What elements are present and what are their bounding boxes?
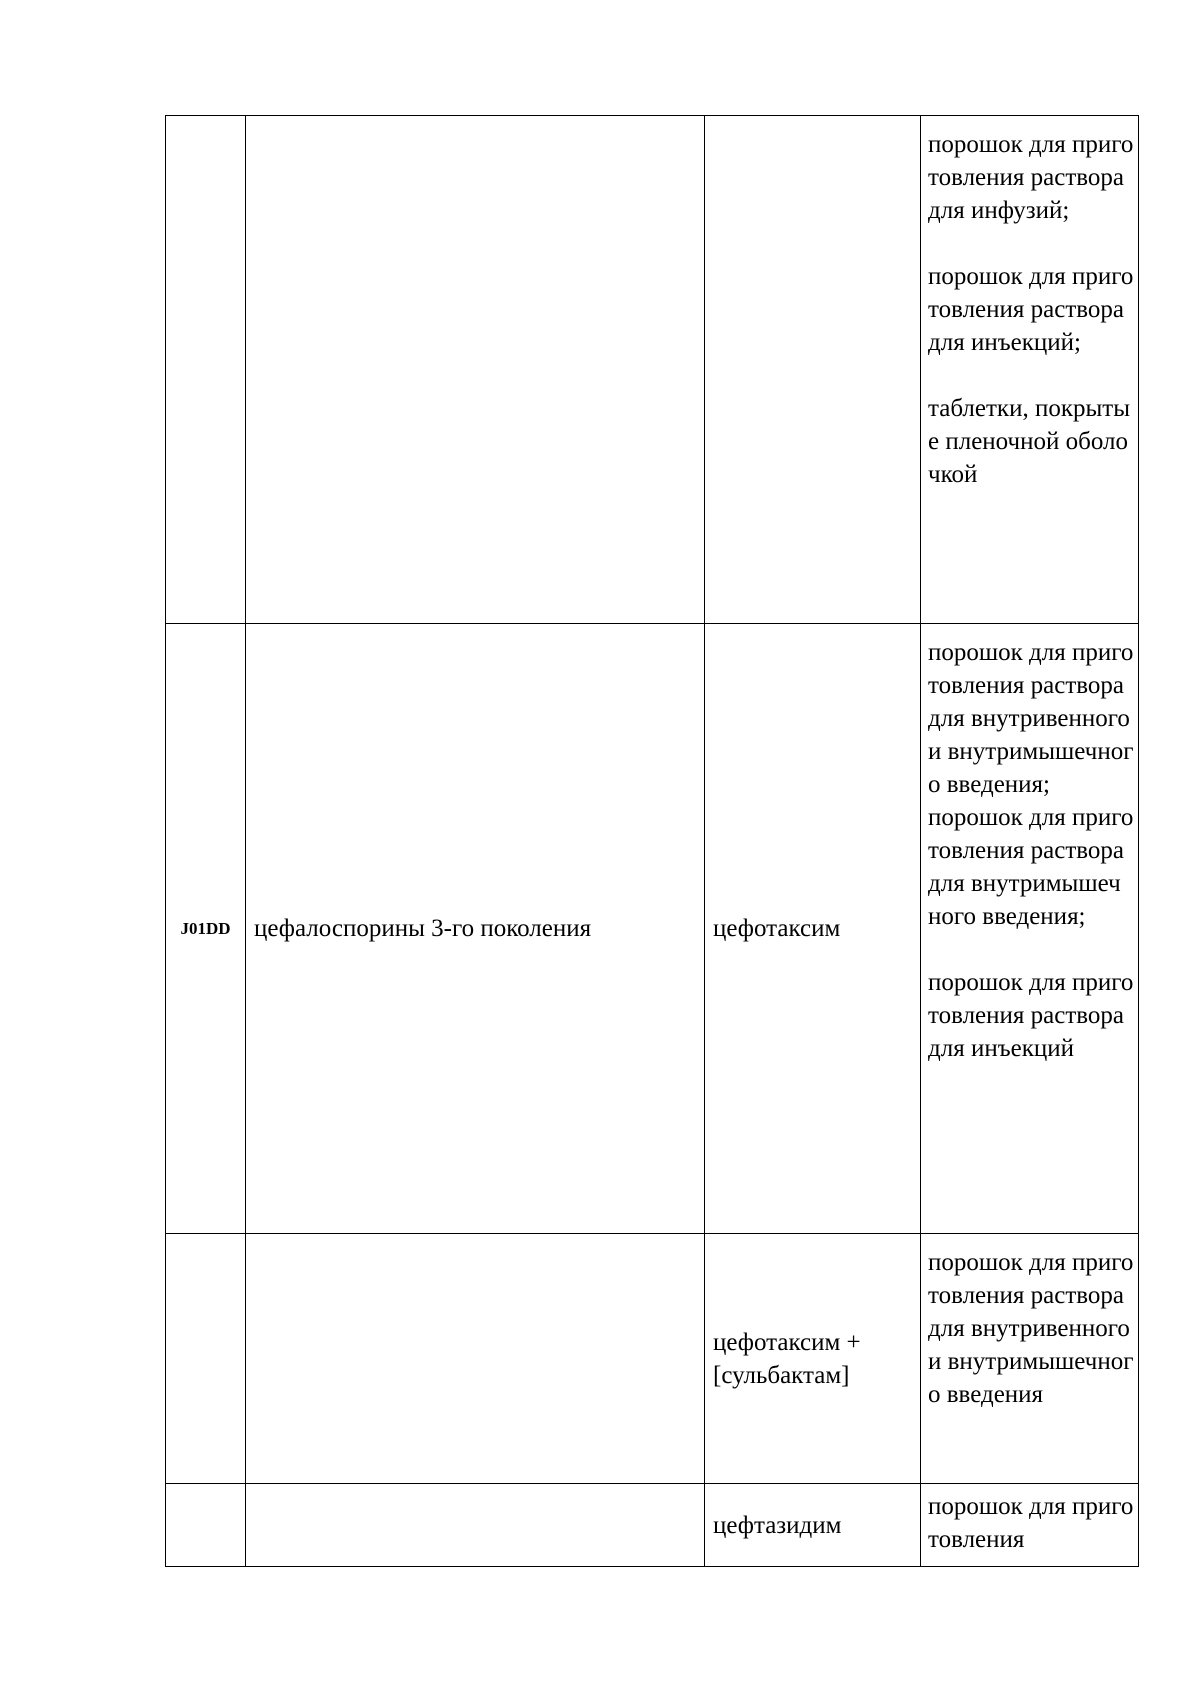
dosage-forms-cell <box>921 1234 1139 1484</box>
dosage-form-item: порошок для приготовления раствора для внутримышечного введения; <box>928 804 1134 930</box>
table-row <box>166 624 1139 1234</box>
dosage-form-item: порошок для приготовления раствора для инъекций; <box>928 263 1134 356</box>
table-row <box>166 1234 1139 1484</box>
table-row <box>166 1484 1139 1567</box>
drug-table <box>165 115 1139 1567</box>
pharm-group-cell <box>246 1234 705 1484</box>
dosage-form-item: порошок для приготовления <box>928 1493 1134 1553</box>
dosage-forms-cell <box>921 624 1139 1234</box>
atc-code-cell: J01DD <box>166 624 246 1234</box>
dosage-form-item: порошок для приготовления раствора для инъекций <box>928 969 1134 1062</box>
dosage-form-item: таблетки, покрытые пленочной оболочкой <box>928 395 1130 488</box>
table-row <box>166 116 1139 624</box>
drug-name-cell: цефтазидим <box>705 1484 921 1567</box>
pharm-group-cell <box>246 116 705 624</box>
dosage-forms-cell <box>921 116 1139 624</box>
drug-name-cell: цефотаксим + [сульбактам] <box>705 1234 921 1484</box>
dosage-form-item: порошок для приготовления раствора для внутривенного и внутримышечного введения <box>928 1249 1134 1408</box>
atc-code-cell <box>166 1484 246 1567</box>
dosage-form-item: порошок для приготовления раствора для инфузий; <box>928 131 1134 224</box>
dosage-form-item: порошок для приготовления раствора для внутривенного и внутримышечного введения; <box>928 639 1134 798</box>
pharm-group-cell <box>246 1484 705 1567</box>
pharm-group-cell: цефалоспорины 3-го поколения <box>246 624 705 1234</box>
atc-code-cell <box>166 1234 246 1484</box>
drug-name-cell <box>705 116 921 624</box>
dosage-forms-cell <box>921 1484 1139 1567</box>
drug-name-cell: цефотаксим <box>705 624 921 1234</box>
atc-code-cell <box>166 116 246 624</box>
